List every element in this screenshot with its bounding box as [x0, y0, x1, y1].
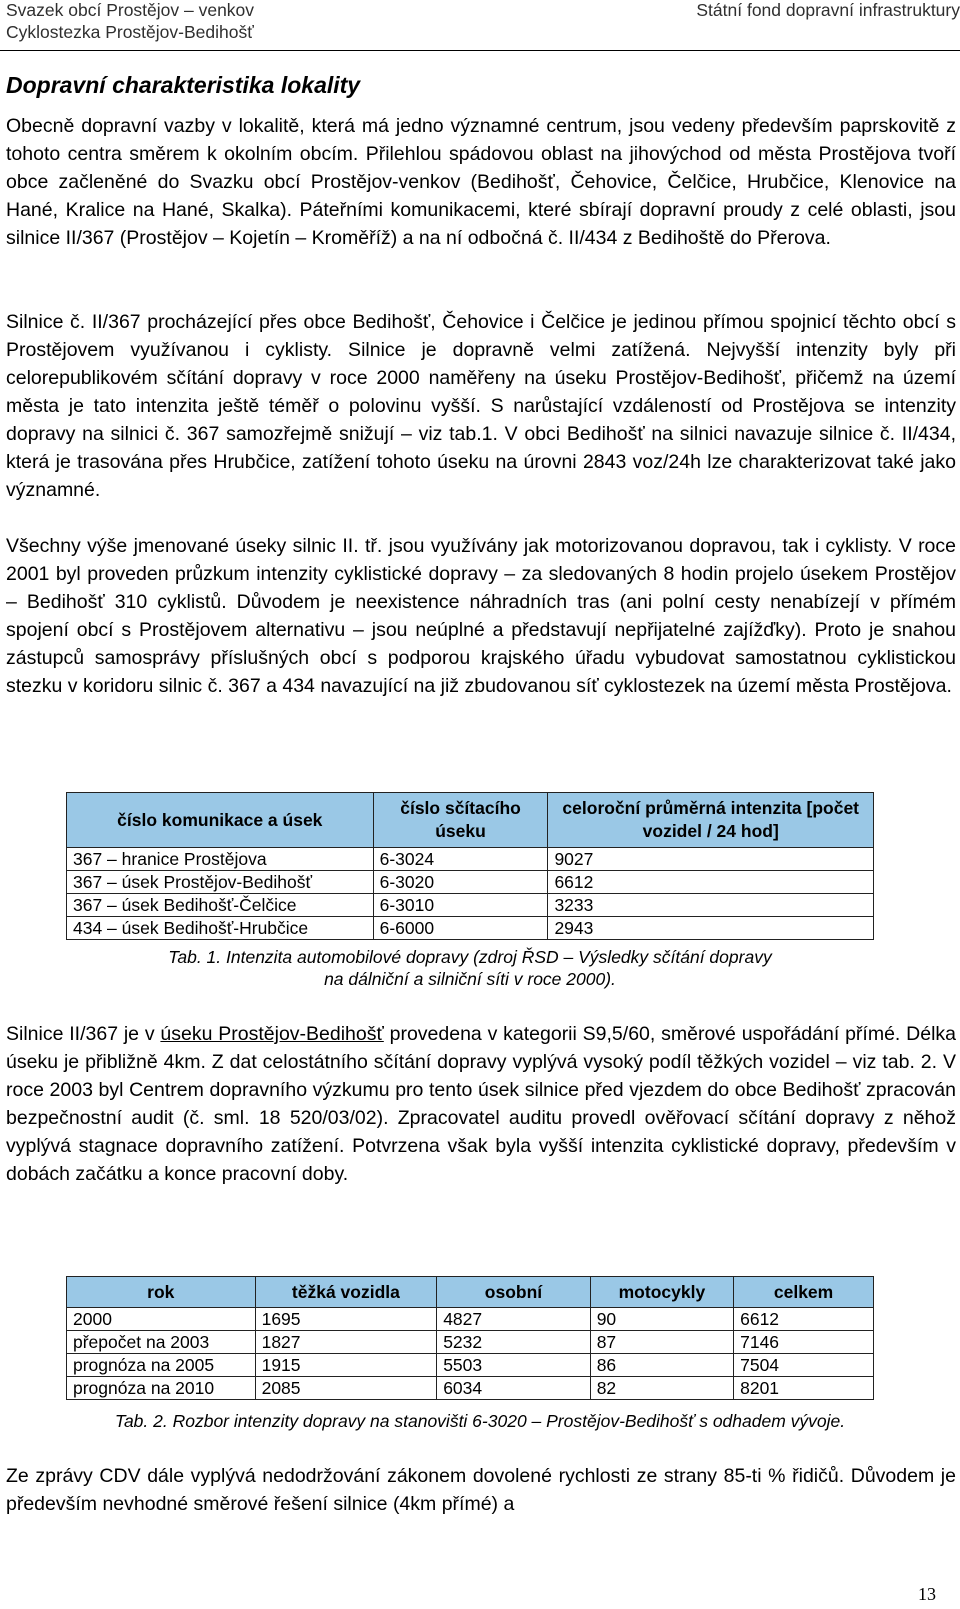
table-cell: 367 – úsek Bedihošť-Čelčice — [67, 894, 374, 917]
header-project: Cyklostezka Prostějov-Bedihošť — [6, 22, 254, 42]
table-row — [67, 871, 874, 894]
text-run: Silnice II/367 je v — [6, 1023, 161, 1045]
column-header: číslo sčítacího úseku — [373, 793, 548, 848]
table-cell: 86 — [590, 1354, 733, 1377]
table-cell: 5232 — [437, 1331, 591, 1354]
table-cell: 82 — [590, 1377, 733, 1400]
table-cell: 6-3024 — [373, 848, 548, 871]
table-row — [67, 1331, 874, 1354]
table-cell: 9027 — [548, 848, 874, 871]
underlined-section-name: úseku Prostějov-Bedihošť — [160, 1023, 384, 1045]
paragraph-intro: Obecně dopravní vazby v lokalitě, která má jedno významné centrum, jsou vedeny především paprskovitě z tohoto centra směrem k okolním obcím. Přilehlou spádovou oblast na jihovýchod od města Prostějova tvoří obce začleněné do Svazku obcí Prostějov-venkov (Bedihošť, Čehovice, Čelčice, Hrubčice, Klenovice na Hané, Kralice na Hané, Skalka). Páteřními komunikacemi, které sbírají dopravní proudy z celé oblasti, jsou silnice II/367 (Prostějov – Kojetín – Kroměříž) a na ní odbočná č. II/434 z Bedihoště do Přerova. — [6, 115, 956, 249]
table-cell: 6-6000 — [373, 917, 548, 940]
table-cell: 5503 — [437, 1354, 591, 1377]
section-heading: Dopravní charakteristika lokality — [6, 72, 361, 98]
table-cell: 6612 — [734, 1308, 874, 1331]
caption-line: na dálniční a silniční síti v roce 2000). — [324, 969, 616, 989]
table-cell: 4827 — [437, 1308, 591, 1331]
caption-line: Tab. 1. Intenzita automobilové dopravy (zdroj ŘSD – Výsledky sčítání dopravy — [168, 947, 772, 967]
paragraph-cyclists: Všechny výše jmenované úseky silnic II. tř. jsou využívány jak motorizovanou dopravou, tak i cyklisty. V roce 2001 byl proveden průzkum intenzity cyklistické dopravy – za sledovaných 8 hodin projelo úsekem Prostějov – Bedihošť 310 cyklistů. Důvodem je neexistence náhradních tras (ani polní cesty nenabízejí v přímém spojení obcí s Prostějovem alternativu – jsou neúplné a představují nepřijatelné zajížďky). Proto je snahou zástupců samosprávy příslušných obcí s podporou krajského úřadu vybudovat samostatnou cyklistickou stezku v koridoru silnic č. 367 a 434 navazující na již zbudovanou síť cyklostezek na území města Prostějova. — [6, 535, 956, 697]
table-cell: 367 – hranice Prostějova — [67, 848, 374, 871]
table-cell: 1695 — [255, 1308, 437, 1331]
traffic-intensity-table — [66, 792, 874, 940]
column-header: celoroční průměrná intenzita [počet vozidel / 24 hod] — [548, 793, 874, 848]
paragraph-road-category — [6, 1020, 956, 1188]
table-cell: přepočet na 2003 — [67, 1331, 256, 1354]
column-header: motocykly — [590, 1277, 733, 1308]
traffic-analysis-table — [66, 1276, 874, 1400]
table-row — [67, 1377, 874, 1400]
paragraph-road-367: Silnice č. II/367 procházející přes obce Bedihošť, Čehovice i Čelčice je jedinou přímou spojnicí těchto obcí s Prostějovem využívanou i cyklisty. Silnice je dopravně velmi zatížená. Nejvyšší intenzity byly při celorepublikovém sčítání dopravy v roce 2000 naměřeny na úseku Prostějov-Bedihošť, přičemž na území města je tato intenzita ještě téměř o polovinu vyšší. S narůstající vzdáleností od Prostějova se intenzity dopravy na silnici č. 367 samozřejmě snižují – viz tab.1. V obci Bedihošť na silnici navazuje silnice č. II/434, která je trasována přes Hrubčice, zatížení tohoto úseku na úrovni 2843 voz/24h lze charakterizovat také jako významné. — [6, 311, 956, 501]
table-cell: 2943 — [548, 917, 874, 940]
table-cell: 6034 — [437, 1377, 591, 1400]
table-cell: 6612 — [548, 871, 874, 894]
table-row — [67, 894, 874, 917]
table-cell: 1915 — [255, 1354, 437, 1377]
column-header: osobní — [437, 1277, 591, 1308]
table-row — [67, 1308, 874, 1331]
table-cell: 8201 — [734, 1377, 874, 1400]
column-header: těžká vozidla — [255, 1277, 437, 1308]
table-cell: prognóza na 2010 — [67, 1377, 256, 1400]
table2-caption: Tab. 2. Rozbor intenzity dopravy na stanovišti 6-3020 – Prostějov-Bedihošť s odhadem vývoje. — [114, 1411, 846, 1431]
table-cell: 2000 — [67, 1308, 256, 1331]
paragraph-speeding: Ze zprávy CDV dále vyplývá nedodržování zákonem dovolené rychlosti ze strany 85-ti % řidičů. Důvodem je především nevhodné směrové řešení silnice (4km přímé) a — [6, 1465, 956, 1515]
table-cell: 6-3020 — [373, 871, 548, 894]
column-header: rok — [67, 1277, 256, 1308]
table-cell: 6-3010 — [373, 894, 548, 917]
table-cell: prognóza na 2005 — [67, 1354, 256, 1377]
table-row — [67, 1354, 874, 1377]
table-cell: 434 – úsek Bedihošť-Hrubčice — [67, 917, 374, 940]
table-cell: 3233 — [548, 894, 874, 917]
table-cell: 1827 — [255, 1331, 437, 1354]
text-run: provedena v kategorii S9,5/60, směrové uspořádání přímé. Délka úseku je přibližně 4km. Z dat celostátního sčítání dopravy vyplývá vysoký podíl těžkých vozidel – viz tab. 2. V roce 2003 byl Centrem dopravního výzkumu pro tento úsek silnice před vjezdem do obce Bedihošť zpracován bezpečnostní audit (č. sml. 18 520/03/02). Zpracovatel auditu provedl ověřovací sčítání dopravy z něhož vyplývá stagnace dopravního zatížení. Potvrzena však byla vyšší intenzita cyklistické dopravy, především v dobách začátku a konce pracovní doby. — [6, 1023, 956, 1185]
table-header-row — [67, 793, 874, 848]
table1-caption — [66, 946, 874, 990]
page-header — [0, 0, 960, 51]
page-number: 13 — [918, 1584, 936, 1604]
table-cell: 2085 — [255, 1377, 437, 1400]
header-organization: Svazek obcí Prostějov – venkov — [6, 0, 255, 20]
header-fund: Státní fond dopravní infrastruktury — [696, 0, 960, 20]
table-cell: 87 — [590, 1331, 733, 1354]
column-header: číslo komunikace a úsek — [67, 793, 374, 848]
table-cell: 367 – úsek Prostějov-Bedihošť — [67, 871, 374, 894]
table-cell: 7504 — [734, 1354, 874, 1377]
table-row — [67, 848, 874, 871]
table-cell: 7146 — [734, 1331, 874, 1354]
table-header-row — [67, 1277, 874, 1308]
table-cell: 90 — [590, 1308, 733, 1331]
column-header: celkem — [734, 1277, 874, 1308]
table-row — [67, 917, 874, 940]
